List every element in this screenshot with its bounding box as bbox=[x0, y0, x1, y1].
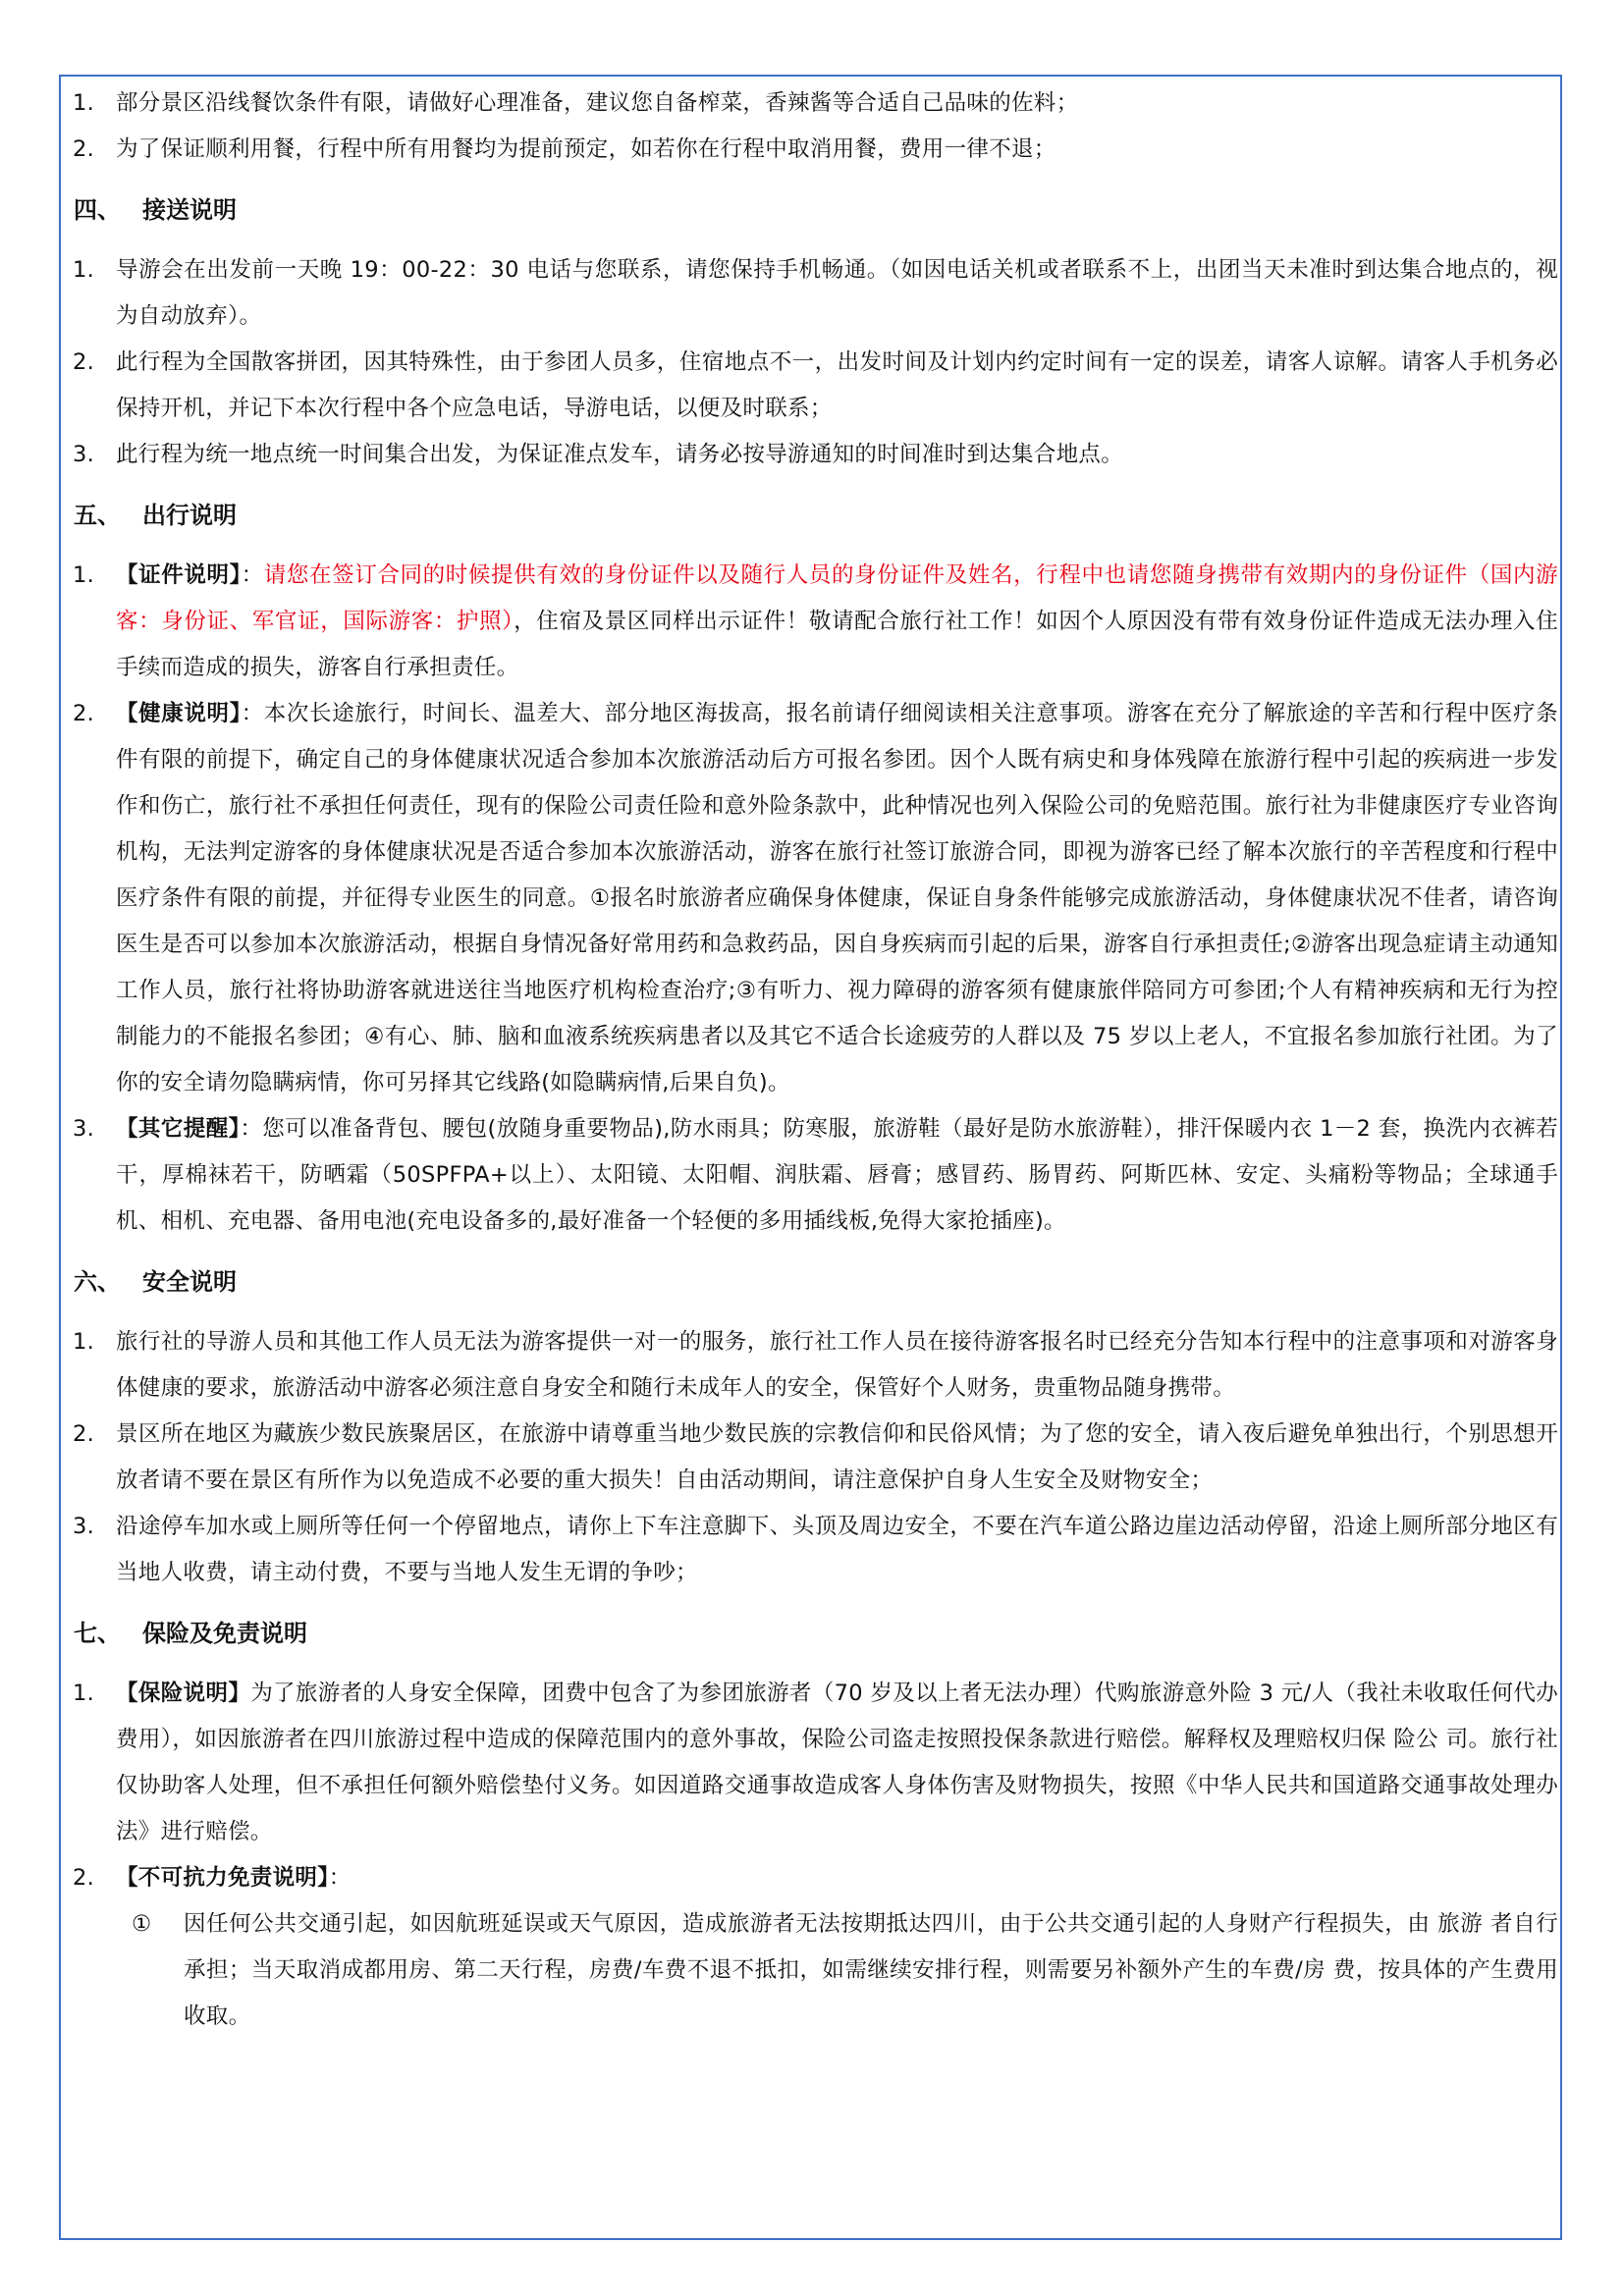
item-text: 景区所在地区为藏族少数民族聚居区，在旅游中请尊重当地少数民族的宗教信仰和民俗风情；为了您的安全，请入夜后避免单独出行，个别思想开放者请不要在景区有所作为以免造成不必要的重大损失！自由活动期间，请注意保护自身人生安全及财物安全； bbox=[116, 1421, 1558, 1493]
item-text: ，住宿及景区同样出示证件！敬请配合旅行社工作！如因个人原因没有带有效身份证件造成无法办理入住手续而造成的损失，游客自行承担责任。 bbox=[116, 609, 1558, 680]
label-colon: ： bbox=[328, 1865, 352, 1891]
list-item bbox=[71, 1504, 1558, 1596]
section-title: 保险及免责说明 bbox=[142, 1620, 307, 1647]
item-text: 为了旅游者的人身安全保障，团费中包含了为参团旅游者（70 岁及以上者无法办理）代购旅游意外险 3 元/人（我社未收取任何代办费用），如因旅游者在四川旅游过程中造成的保障范围内的意外事故，保险公司盗走按照投保条款进行赔偿。解释权及理赔权归保 险公 司。旅行社仅协助客人处理，但不承担任何额外赔偿垫付义务。如因道路交通事故造成客人身体伤害及财物损失，按照《中华人民共和国道路交通事故处理办法》进行赔偿。 bbox=[116, 1681, 1558, 1844]
section-heading-travel bbox=[74, 493, 1558, 539]
item-number: 3. bbox=[73, 1116, 95, 1142]
item-text: 旅行社的导游人员和其他工作人员无法为游客提供一对一的服务，旅行社工作人员在接待游客报名时已经充分告知本行程中的注意事项和对游客身体健康的要求，旅游活动中游客必须注意自身安全和随行未成年人的安全，保管好个人财务，贵重物品随身携带。 bbox=[116, 1329, 1558, 1401]
section-heading-insurance bbox=[74, 1611, 1558, 1657]
sub-item-number: ① bbox=[132, 1911, 152, 1937]
list-item bbox=[71, 247, 1558, 340]
item-label: 【不可抗力免责说明】 bbox=[116, 1865, 329, 1891]
item-label: 【健康说明】 bbox=[116, 701, 242, 726]
item-number: 3. bbox=[73, 1514, 95, 1539]
item-text: 导游会在出发前一天晚 19：00-22：30 电话与您联系，请您保持手机畅通。（如因电话关机或者联系不上，出团当天未准时到达集合地点的，视为自动放弃）。 bbox=[116, 257, 1558, 329]
document-body bbox=[71, 80, 1558, 2040]
item-number: 1. bbox=[73, 1681, 95, 1706]
sub-list-item bbox=[71, 1901, 1558, 2040]
list-item-other-reminders bbox=[71, 1106, 1558, 1245]
item-number: 2. bbox=[73, 701, 95, 726]
section-title: 接送说明 bbox=[142, 196, 237, 224]
list-item bbox=[71, 127, 1558, 173]
item-text: 您可以准备背包、腰包(放随身重要物品),防水雨具；防寒服，旅游鞋（最好是防水旅游鞋），排汗保暖内衣 1－2 套，换洗内衣裤若干，厚棉袜若干，防晒霜（50SPFPA+以上）、太阳镜、太阳帽、润肤霜、唇膏；感冒药、肠胃药、阿斯匹林、安定、头痛粉等物品；全球通手机、相机、充电器、备用电池(充电设备多的,最好准备一个轻便的多用插线板,免得大家抢插座)。 bbox=[116, 1116, 1558, 1234]
section-heading-safety bbox=[74, 1259, 1558, 1306]
list-item-id-documents bbox=[71, 553, 1558, 691]
label-colon: ： bbox=[240, 1116, 263, 1142]
item-number: 1. bbox=[73, 90, 95, 116]
list-item bbox=[71, 80, 1558, 127]
section-number: 四、 bbox=[74, 196, 121, 224]
list-item-insurance bbox=[71, 1671, 1558, 1855]
section-number: 六、 bbox=[74, 1268, 121, 1296]
item-number: 2. bbox=[73, 1865, 95, 1891]
item-label: 【证件说明】 bbox=[116, 562, 242, 588]
list-item-health bbox=[71, 691, 1558, 1106]
item-number: 3. bbox=[73, 442, 95, 467]
section-title: 安全说明 bbox=[142, 1268, 237, 1296]
item-text: 本次长途旅行，时间长、温差大、部分地区海拔高，报名前请仔细阅读相关注意事项。游客在充分了解旅途的辛苦和行程中医疗条件有限的前提下，确定自己的身体健康状况适合参加本次旅游活动后方可报名参团。因个人既有病史和身体残障在旅游行程中引起的疾病进一步发作和伤亡，旅行社不承担任何责任，现有的保险公司责任险和意外险条款中，此种情况也列入保险公司的免赔范围。旅行社为非健康医疗专业咨询机构，无法判定游客的身体健康状况是否适合参加本次旅游活动，游客在旅行社签订旅游合同，即视为游客已经了解本次旅行的辛苦程度和行程中医疗条件有限的前提，并征得专业医生的同意。①报名时旅游者应确保身体健康，保证自身条件能够完成旅游活动，身体健康状况不佳者，请咨询医生是否可以参加本次旅游活动，根据自身情况备好常用药和急救药品，因自身疾病而引起的后果，游客自行承担责任;②游客出现急症请主动通知工作人员，旅行社将协助游客就进送往当地医疗机构检查治疗;③有听力、视力障碍的游客须有健康旅伴陪同方可参团;个人有精神疾病和无行为控制能力的不能报名参团；④有心、肺、脑和血液系统疾病患者以及其它不适合长途疲劳的人群以及 75 岁以上老人，不宜报名参加旅行社团。为了你的安全请勿隐瞒病情，你可另择其它线路(如隐瞒病情,后果自负)。 bbox=[116, 701, 1558, 1095]
list-item bbox=[71, 340, 1558, 432]
item-text: 为了保证顺利用餐，行程中所有用餐均为提前预定，如若你在行程中取消用餐，费用一律不退； bbox=[116, 136, 1056, 162]
list-item bbox=[71, 1319, 1558, 1412]
label-colon: ： bbox=[241, 701, 264, 726]
item-text: 部分景区沿线餐饮条件有限，请做好心理准备，建议您自备榨菜，香辣酱等合适自己品味的佐料； bbox=[116, 90, 1079, 116]
list-item bbox=[71, 432, 1558, 478]
sub-item-text: 因任何公共交通引起，如因航班延误或天气原因，造成旅游者无法按期抵达四川，由于公共交通引起的人身财产行程损失，由 旅游 者自行承担；当天取消成都用房、第二天行程，房费/车费不退不抵扣，如需继续安排行程，则需要另补额外产生的车费/房 费，按具体的产生费用收取。 bbox=[184, 1911, 1558, 2029]
item-number: 1. bbox=[73, 562, 95, 588]
item-number: 2. bbox=[73, 1421, 95, 1447]
section-title: 出行说明 bbox=[142, 502, 237, 529]
item-text: 此行程为全国散客拼团，因其特殊性，由于参团人员多，住宿地点不一，出发时间及计划内约定时间有一定的误差，请客人谅解。请客人手机务必保持开机，并记下本次行程中各个应急电话，导游电话，以便及时联系； bbox=[116, 349, 1558, 421]
label-colon: ： bbox=[241, 562, 264, 588]
red-emphasis-text: 请您在签订合同的时候提供有效的身份证件以及随行人员的身份证件及姓名，行程中也请您随身携带有效期内的身份证件（国内游客：身份证、军官证，国际游客：护照） bbox=[116, 562, 1558, 634]
list-item bbox=[71, 1412, 1558, 1504]
section-number: 五、 bbox=[74, 502, 121, 529]
item-label: 【其它提醒】 bbox=[116, 1116, 241, 1142]
section-number: 七、 bbox=[74, 1620, 121, 1647]
item-number: 1. bbox=[73, 257, 95, 283]
section-heading-pickup bbox=[74, 187, 1558, 234]
item-number: 1. bbox=[73, 1329, 95, 1355]
item-number: 2. bbox=[73, 349, 95, 375]
item-label: 【保险说明】 bbox=[116, 1681, 251, 1706]
item-text: 此行程为统一地点统一时间集合出发，为保证准点发车，请务必按导游通知的时间准时到达集合地点。 bbox=[116, 442, 1124, 467]
item-number: 2. bbox=[73, 136, 95, 162]
list-item-force-majeure bbox=[71, 1855, 1558, 1901]
item-text: 沿途停车加水或上厕所等任何一个停留地点，请你上下车注意脚下、头顶及周边安全，不要在汽车道公路边崖边活动停留，沿途上厕所部分地区有当地人收费，请主动付费，不要与当地人发生无谓的争吵； bbox=[116, 1514, 1558, 1585]
